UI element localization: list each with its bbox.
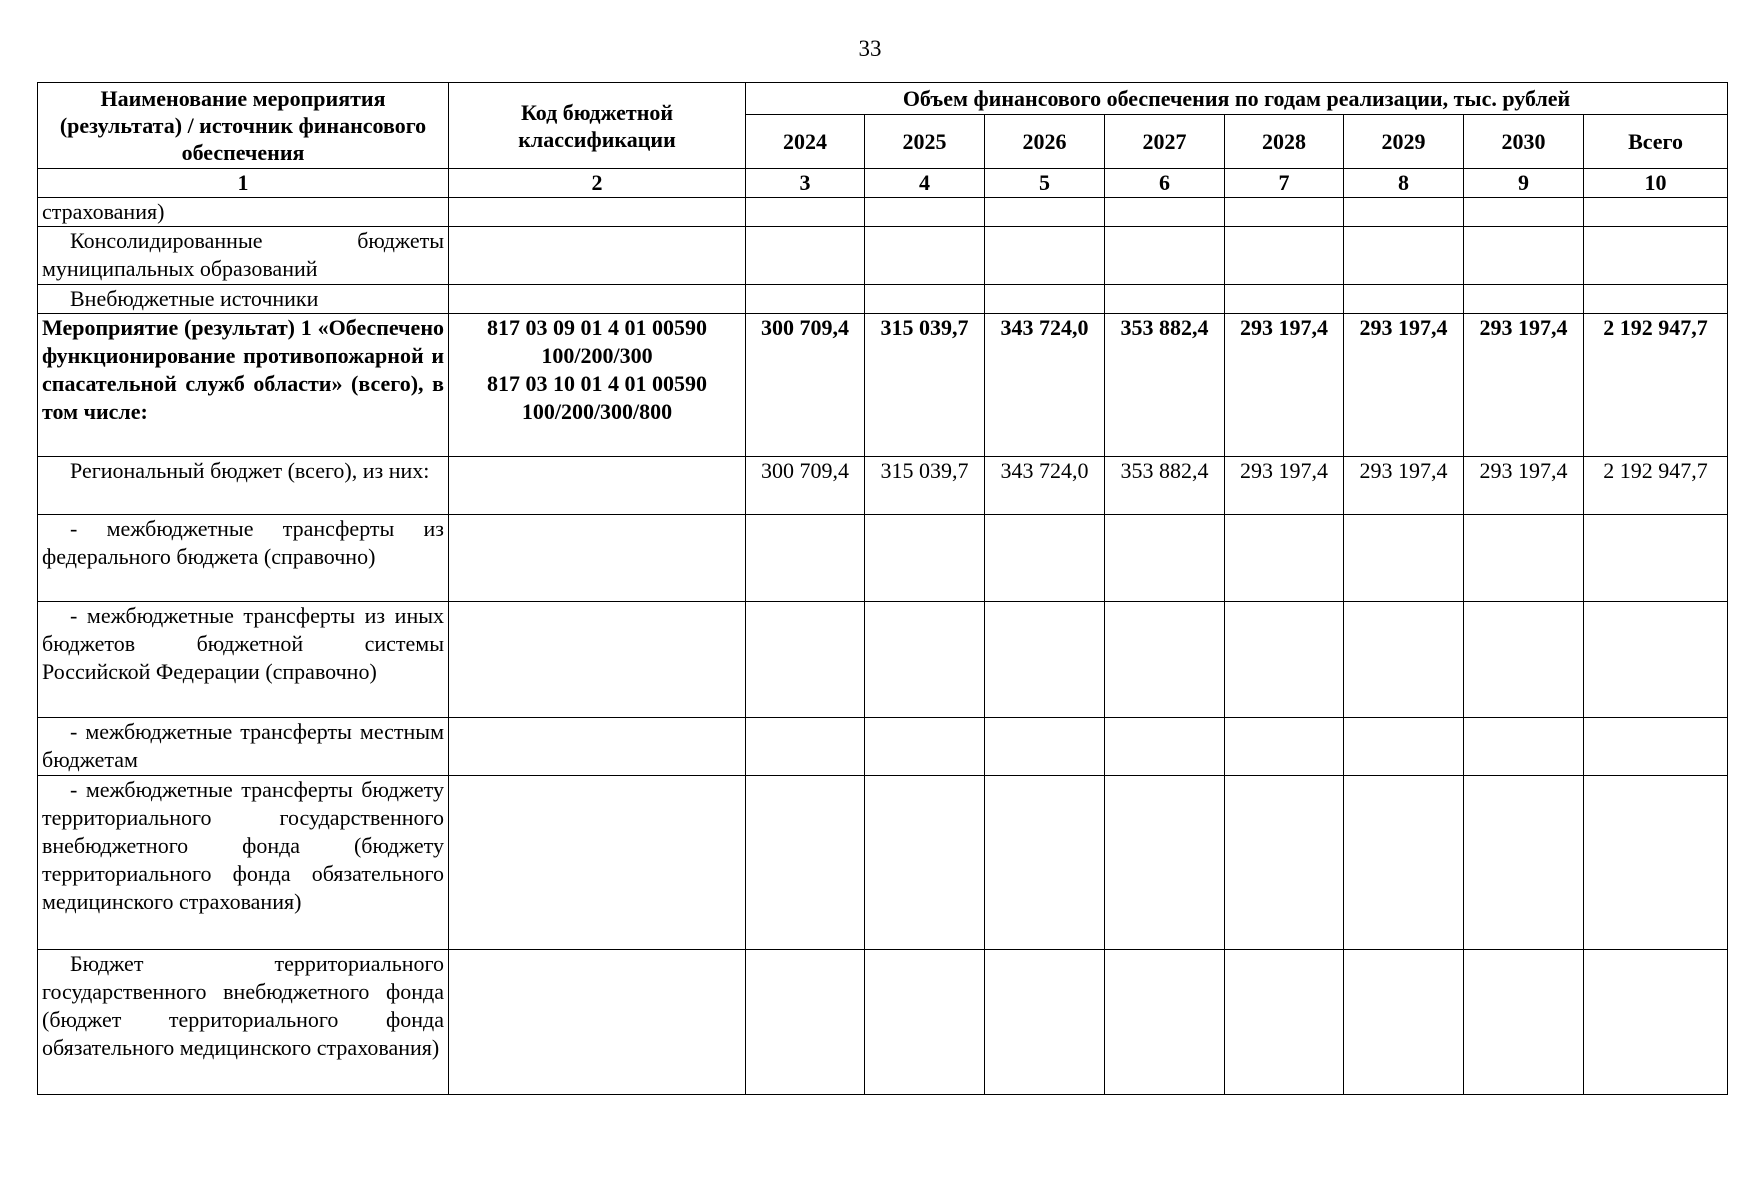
- row-code: [449, 198, 746, 227]
- row-value: [865, 285, 985, 314]
- row-value: [1344, 227, 1464, 285]
- table-row: [38, 457, 1728, 515]
- row-name: Региональный бюджет (всего), из них:: [38, 457, 449, 515]
- header-name: Наименование мероприятия (результата) / источник финансового обеспечения: [38, 83, 449, 169]
- row-code: [449, 718, 746, 776]
- row-value: [746, 198, 865, 227]
- row-value: [1344, 950, 1464, 1095]
- header-year: 2026: [985, 115, 1105, 169]
- row-value: [1225, 227, 1344, 285]
- row-value: [1105, 776, 1225, 950]
- row-value: [1584, 718, 1728, 776]
- row-value: [746, 950, 865, 1095]
- row-value: [985, 227, 1105, 285]
- row-code: [449, 285, 746, 314]
- row-value: [1225, 515, 1344, 602]
- row-value: [985, 285, 1105, 314]
- row-value: [865, 776, 985, 950]
- row-value: [985, 602, 1105, 718]
- header-volume: Объем финансового обеспечения по годам реализации, тыс. рублей: [746, 83, 1728, 115]
- row-value: [1105, 602, 1225, 718]
- column-number: 2: [449, 169, 746, 198]
- row-code: [449, 950, 746, 1095]
- code-line: 817 03 09 01 4 01 00590: [487, 315, 707, 340]
- row-value: [1584, 227, 1728, 285]
- row-value: [1105, 198, 1225, 227]
- row-value: [1105, 285, 1225, 314]
- row-code: [449, 776, 746, 950]
- row-value: [746, 285, 865, 314]
- row-code: [449, 457, 746, 515]
- table-row: [38, 515, 1728, 602]
- row-value: [865, 950, 985, 1095]
- row-value: [865, 198, 985, 227]
- row-value: 293 197,4: [1344, 314, 1464, 457]
- row-value: [1105, 718, 1225, 776]
- row-value: [1344, 285, 1464, 314]
- table-row: [38, 198, 1728, 227]
- row-value: [1344, 718, 1464, 776]
- column-number: 8: [1344, 169, 1464, 198]
- row-value: [1584, 198, 1728, 227]
- row-name: страхования): [38, 198, 449, 227]
- row-value: [1344, 515, 1464, 602]
- row-value: 2 192 947,7: [1584, 314, 1728, 457]
- row-value: 315 039,7: [865, 314, 985, 457]
- row-value: [1584, 285, 1728, 314]
- header-code: Код бюджетной классификации: [449, 83, 746, 169]
- column-number: 6: [1105, 169, 1225, 198]
- row-name: - межбюджетные трансферты бюджету территориального государственного внебюджетного фонда (бюджету территориального фонда обязательного медицинского страхования): [38, 776, 449, 950]
- column-number: 7: [1225, 169, 1344, 198]
- header-total: Всего: [1584, 115, 1728, 169]
- row-value: [1584, 950, 1728, 1095]
- row-value: [1344, 776, 1464, 950]
- row-value: [1225, 198, 1344, 227]
- column-number: 9: [1464, 169, 1584, 198]
- row-code: [449, 314, 746, 457]
- row-value: [1464, 198, 1584, 227]
- column-number: 3: [746, 169, 865, 198]
- row-value: 353 882,4: [1105, 457, 1225, 515]
- code-line: 100/200/300/800: [521, 399, 673, 424]
- row-value: [1105, 515, 1225, 602]
- row-value: 300 709,4: [746, 457, 865, 515]
- table-row: [38, 950, 1728, 1095]
- column-number: 1: [38, 169, 449, 198]
- header-year: 2030: [1464, 115, 1584, 169]
- column-number: 5: [985, 169, 1105, 198]
- code-line: 817 03 10 01 4 01 00590: [487, 371, 707, 396]
- code-line: 100/200/300: [541, 343, 653, 368]
- row-value: [1464, 950, 1584, 1095]
- row-value: [865, 602, 985, 718]
- row-value: 293 197,4: [1464, 314, 1584, 457]
- row-value: [985, 718, 1105, 776]
- row-value: [746, 602, 865, 718]
- financing-table: [37, 82, 1728, 1095]
- row-value: [746, 227, 865, 285]
- table-row: [38, 227, 1728, 285]
- row-name: - межбюджетные трансферты из иных бюджетов бюджетной системы Российской Федерации (справочно): [38, 602, 449, 718]
- row-value: [865, 515, 985, 602]
- row-value: [1225, 950, 1344, 1095]
- row-value: 293 197,4: [1225, 457, 1344, 515]
- row-value: [746, 515, 865, 602]
- header-year: 2028: [1225, 115, 1344, 169]
- row-value: 343 724,0: [985, 314, 1105, 457]
- row-value: 300 709,4: [746, 314, 865, 457]
- row-name: - межбюджетные трансферты местным бюджетам: [38, 718, 449, 776]
- row-value: [1464, 602, 1584, 718]
- row-value: [1584, 602, 1728, 718]
- row-value: [985, 198, 1105, 227]
- row-value: [985, 776, 1105, 950]
- page-number: 33: [858, 36, 882, 61]
- row-value: [1464, 227, 1584, 285]
- row-value: [1225, 602, 1344, 718]
- header-year: 2025: [865, 115, 985, 169]
- row-value: [1225, 776, 1344, 950]
- row-value: [1584, 515, 1728, 602]
- row-value: [1464, 776, 1584, 950]
- row-name: - межбюджетные трансферты из федерального бюджета (справочно): [38, 515, 449, 602]
- row-value: 343 724,0: [985, 457, 1105, 515]
- row-code: [449, 602, 746, 718]
- row-value: [1225, 718, 1344, 776]
- table-row: [38, 776, 1728, 950]
- row-code: [449, 515, 746, 602]
- row-value: [985, 515, 1105, 602]
- table-row: [38, 314, 1728, 457]
- row-value: 2 192 947,7: [1584, 457, 1728, 515]
- row-name: Мероприятие (результат) 1 «Обеспечено функционирование противопожарной и спасательной служб области» (всего), в том числе:: [38, 314, 449, 457]
- row-value: [1584, 776, 1728, 950]
- table-row: [38, 718, 1728, 776]
- column-number: 4: [865, 169, 985, 198]
- row-name: Бюджет территориального государственного внебюджетного фонда (бюджет территориального фонда обязательного медицинского страхования): [38, 950, 449, 1095]
- row-value: 293 197,4: [1464, 457, 1584, 515]
- row-value: [1105, 227, 1225, 285]
- row-value: 315 039,7: [865, 457, 985, 515]
- header-year: 2027: [1105, 115, 1225, 169]
- row-value: [1105, 950, 1225, 1095]
- row-value: [1344, 198, 1464, 227]
- row-value: [1464, 718, 1584, 776]
- row-value: [746, 776, 865, 950]
- row-value: [1464, 285, 1584, 314]
- table-row: [38, 285, 1728, 314]
- row-value: [1464, 515, 1584, 602]
- table-row: [38, 602, 1728, 718]
- row-value: 293 197,4: [1344, 457, 1464, 515]
- header-year: 2029: [1344, 115, 1464, 169]
- row-name: Консолидированные бюджеты муниципальных образований: [38, 227, 449, 285]
- row-value: [1344, 602, 1464, 718]
- row-value: [865, 718, 985, 776]
- row-value: [985, 950, 1105, 1095]
- column-number: 10: [1584, 169, 1728, 198]
- row-value: 293 197,4: [1225, 314, 1344, 457]
- header-year: 2024: [746, 115, 865, 169]
- row-value: [746, 718, 865, 776]
- row-code: [449, 227, 746, 285]
- row-value: [865, 227, 985, 285]
- row-value: [1225, 285, 1344, 314]
- row-name: Внебюджетные источники: [38, 285, 449, 314]
- row-value: 353 882,4: [1105, 314, 1225, 457]
